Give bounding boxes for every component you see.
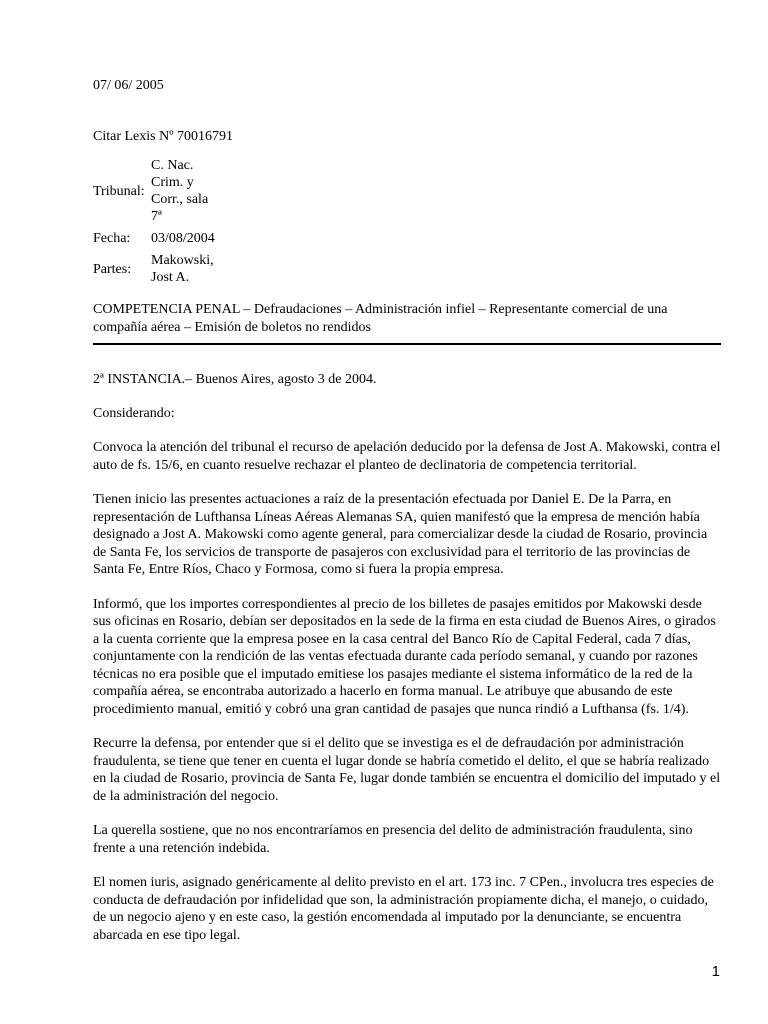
subject-heading: [93, 301, 723, 337]
tribunal-label: Tribunal:: [93, 183, 145, 199]
tribunal-value-line: C. Nac.: [151, 158, 194, 173]
body-paragraph: Tienen inicio las presentes actuaciones a raíz de la presentación efectuada por Daniel E. De la Parra, en representación de Lufthansa Líneas Aéreas Alemanas SA, quien manifestó que la empresa de mención había designado a Jost A. Makowski como agente general, para comercializar desde la ciudad de Rosario, provincia de Santa Fe, los servicios de transporte de pasajeros con exclusividad para el territorio de las provincias de Santa Fe, Entre Ríos, Chaco y Formosa, como si fuera la propia empresa.: [93, 492, 708, 577]
instancia-line: 2ª INSTANCIA.– Buenos Aires, agosto 3 de 2004.: [93, 372, 377, 387]
body-paragraph: Informó, que los importes correspondientes al precio de los billetes de pasajes emitidos por Makowski desde sus oficinas en Rosario, debían ser depositados en la sede de la firma en esta ciudad de Buenos Aires, o girados a la cuenta corriente que la empresa posee en la casa central del Banco Río de Capital Federal, cada 7 días, conjuntamente con la rendición de las ventas efectuada durante cada período semanal, y cuando por razones técnicas no era posible que el imputado emitiese los pasajes mediante el sistema informático de la red de la compañía aérea, se encontraba autorizado a hacerlo en forma manual. Le atribuye que abusando de este procedimiento manual, emitió y cobró una gran cantidad de pasajes que nunca rindió a Lufthansa (fs. 1/4).: [93, 596, 716, 717]
tribunal-row: [93, 157, 223, 225]
section-divider: [93, 343, 721, 345]
fecha-value: 03/08/2004: [151, 231, 215, 246]
body-paragraph: Recurre la defensa, por entender que si el delito que se investiga es el de defraudación por administración fraudulenta, se tiene que tener en cuenta el lugar donde se habría cometido el delito, el que se habría realizado en la ciudad de Rosario, provincia de Santa Fe, lugar donde también se encuentra el domicilio del imputado y el de la administración del negocio.: [93, 736, 721, 804]
partes-value-line: Makowski,: [151, 253, 214, 268]
partes-row: [93, 247, 223, 286]
considerando-heading: Considerando:: [93, 406, 175, 421]
subject-line: COMPETENCIA PENAL – Defraudaciones – Administración infiel – Representante comercial de una: [93, 302, 668, 317]
case-metadata-table: [93, 157, 223, 286]
body-paragraph: El nomen iuris, asignado genéricamente al delito previsto en el art. 173 inc. 7 CPen., involucra tres especies de conducta de defraudación por infidelidad que son, la administración propiamente dicha, el manejo, o cuidado, de un negocio ajeno y en este caso, la gestión encomendada al imputado por la denunciante, se encuentra abarcada en ese tipo legal.: [93, 875, 714, 943]
tribunal-value-line: Corr., sala: [151, 192, 209, 207]
page-number: 1: [711, 963, 720, 980]
fecha-row: [93, 225, 223, 247]
partes-value-line: Jost A.: [151, 270, 190, 285]
partes-value: [151, 247, 223, 286]
citation-reference: Citar Lexis Nº 70016791: [93, 129, 234, 144]
tribunal-value: [151, 157, 223, 225]
tribunal-value-line: 7ª: [151, 209, 162, 224]
fecha-label: Fecha:: [93, 231, 131, 246]
subject-line: compañía aérea – Emisión de boletos no rendidos: [93, 320, 371, 335]
tribunal-value-line: Crim. y: [151, 175, 194, 190]
partes-label: Partes:: [93, 261, 132, 277]
body-paragraph: Convoca la atención del tribunal el recurso de apelación deducido por la defensa de Jost A. Makowski, contra el auto de fs. 15/6, en cuanto resuelve rechazar el planteo de declinatoria de competencia territorial.: [93, 440, 721, 473]
document-date: 07/ 06/ 2005: [93, 78, 164, 93]
document-content: [93, 77, 723, 944]
body-paragraph: La querella sostiene, que no nos encontraríamos en presencia del delito de administración fraudulenta, sino frente a una retención indebida.: [93, 823, 693, 856]
